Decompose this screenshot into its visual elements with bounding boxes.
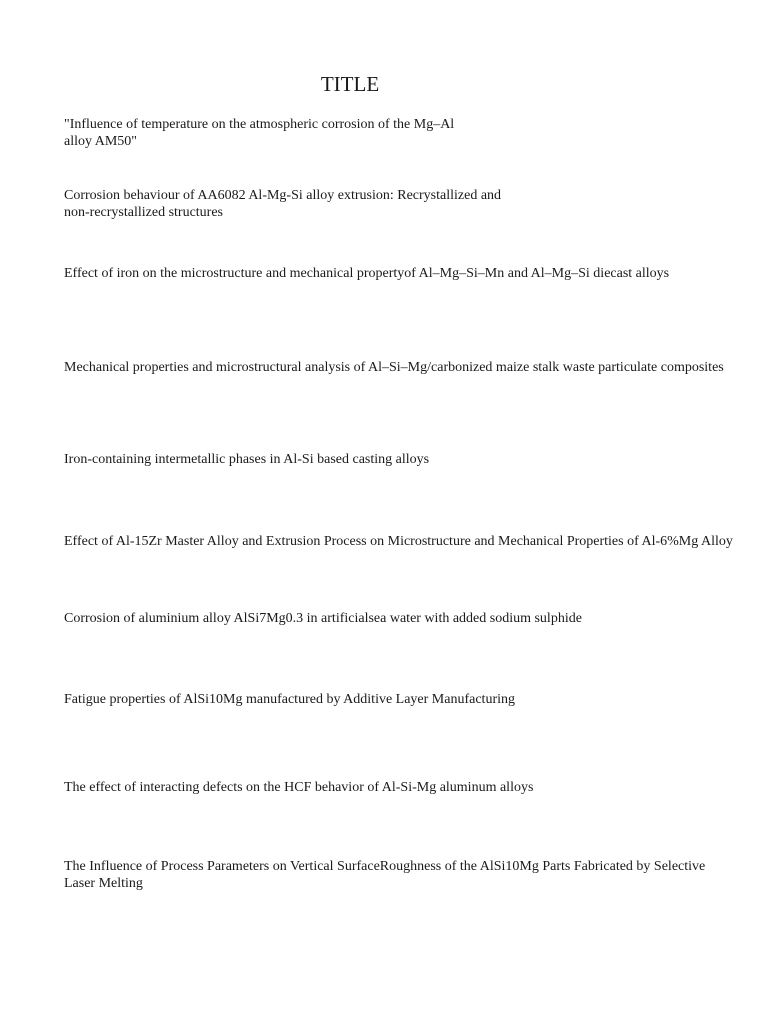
paper-title-entry: Effect of Al-15Zr Master Alloy and Extrusion Process on Microstructure and Mechanical Properties of Al-6%Mg Alloy — [64, 534, 733, 549]
paper-title-entry: Fatigue properties of AlSi10Mg manufactured by Additive Layer Manufacturing — [64, 692, 516, 707]
paper-title-entry: Mechanical properties and microstructural analysis of Al–Si–Mg/carbonized maize stalk waste particulate composites — [64, 360, 724, 375]
paper-title-entry: The effect of interacting defects on the HCF behavior of Al-Si-Mg aluminum alloys — [64, 780, 534, 795]
paper-title-entry: "Influence of temperature on the atmospheric corrosion of the Mg–Al alloy AM50" — [64, 117, 455, 149]
document-title: TITLE — [320, 72, 380, 96]
paper-title-entry: Corrosion behaviour of AA6082 Al-Mg-Si alloy extrusion: Recrystallized and non-recrystallized structures — [64, 188, 502, 220]
paper-title-entry: Iron-containing intermetallic phases in Al-Si based casting alloys — [64, 452, 430, 467]
paper-title-entry: Effect of iron on the microstructure and mechanical propertyof Al–Mg–Si–Mn and Al–Mg–Si diecast alloys — [64, 266, 670, 281]
paper-title-entry: Corrosion of aluminium alloy AlSi7Mg0.3 in artificialsea water with added sodium sulphide — [64, 611, 582, 626]
paper-title-entry: The Influence of Process Parameters on Vertical SurfaceRoughness of the AlSi10Mg Parts Fabricated by Selective Laser Melting — [64, 859, 706, 891]
